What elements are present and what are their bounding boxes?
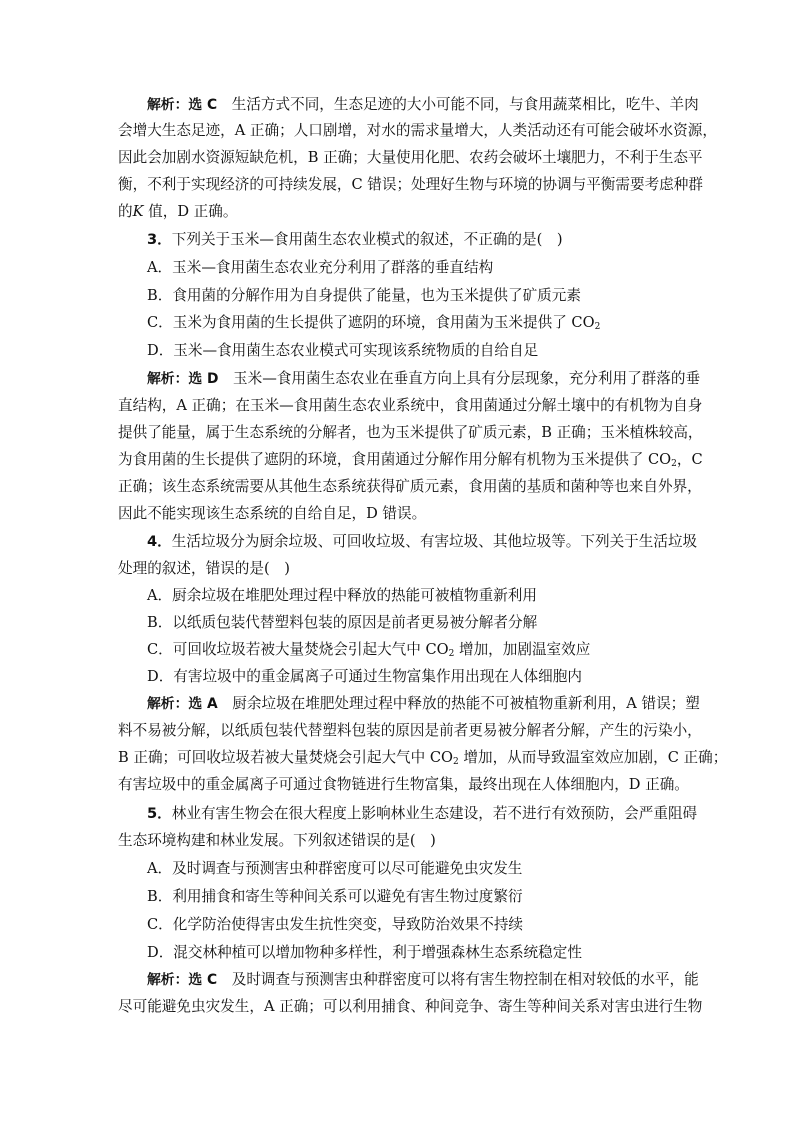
q2-analysis-line-4: 衡，不利于实现经济的可持续发展，C 错误；处理好生物与环境的协调与平衡需要考虑种群 (118, 176, 703, 193)
q3-option-c: C．玉米为食用菌的生长提供了遮阴的环境，食用菌为玉米提供了 $CO_2$ (147, 314, 601, 332)
q4-stem-line-2: 处理的叙述，错误的是( ) (118, 560, 290, 577)
q4-analysis-line-1: 解析：选 A 厨余垃圾在堆肥处理过程中释放的热能不可被植物重新利用，A 错误；塑 (147, 695, 700, 712)
q3-analysis-line-4: 为食用菌的生长提供了遮阴的环境，食用菌通过分解作用分解有机物为玉米提供了 $CO_2$，C (118, 451, 703, 469)
q5-analysis-line-2: 尽可能避免虫灾发生，A 正确；可以利用捕食、种间竞争、寄生等种间关系对害虫进行生物 (118, 998, 703, 1015)
q3-option-d: D．玉米—食用菌生态农业模式可实现该系统物质的自给自足 (147, 342, 539, 359)
q5-option-b: B．利用捕食和寄生等种间关系可以避免有害生物过度繁衍 (147, 888, 523, 905)
q2-analysis-line-1: 解析：选 C 生活方式不同，生态足迹的大小可能不同，与食用蔬菜相比，吃牛、羊肉 (147, 96, 699, 113)
analysis-label: 解析：选 C (147, 97, 218, 113)
q5-analysis-line-1: 解析：选 C 及时调查与预测害虫种群密度可以将有害生物控制在相对较低的水平，能 (147, 971, 699, 988)
q3-option-a: A．玉米—食用菌生态农业充分利用了群落的垂直结构 (147, 259, 494, 276)
q5-option-c: C．化学防治使得害虫发生抗性突变，导致防治效果不持续 (147, 916, 524, 933)
q5-stem-line-2: 生态环境构建和林业发展。下列叙述错误的是( ) (118, 832, 436, 849)
analysis-label: 解析：选 C (147, 972, 218, 988)
q4-stem-line-1: 4．生活垃圾分为厨余垃圾、可回收垃圾、有害垃圾、其他垃圾等。下列关于生活垃圾 (147, 533, 698, 550)
q5-stem-line-1: 5．林业有害生物会在很大程度上影响林业生态建设，若不进行有效预防，会严重阻碍 (147, 805, 698, 822)
q2-analysis-line-5: 的K 值，D 正确。 (118, 203, 238, 220)
q3-analysis-line-6: 因此不能实现该生态系统的自给自足，D 错误。 (118, 505, 427, 522)
q4-analysis-line-4: 有害垃圾中的重金属离子可通过食物链进行生物富集，最终出现在人体细胞内，D 正确。 (118, 776, 689, 793)
q3-analysis-line-1: 解析：选 D 玉米—食用菌生态农业在垂直方向上具有分层现象，充分利用了群落的垂 (147, 370, 701, 387)
q3-analysis-line-3: 提供了能量，属于生态系统的分解者，也为玉米提供了矿质元素，B 正确；玉米植株较高， (118, 424, 703, 441)
q4-option-a: A．厨余垃圾在堆肥处理过程中释放的热能可被植物重新利用 (147, 587, 537, 604)
q4-analysis-line-2: 料不易被分解，以纸质包装代替塑料包装的原因是前者更易被分解者分解，产生的污染小， (118, 722, 702, 739)
q4-option-d: D．有害垃圾中的重金属离子可通过生物富集作用出现在人体细胞内 (147, 668, 582, 685)
q4-analysis-line-3: B 正确；可回收垃圾若被大量焚烧会引起大气中 $CO_2$ 增加，从而导致温室效应加剧，C 正确； (118, 749, 728, 767)
q5-option-a: A．及时调查与预测害虫种群密度可以尽可能避免虫灾发生 (147, 860, 523, 877)
q2-analysis-line-2: 会增大生态足迹，A 正确；人口剧增，对水的需求量增大，人类活动还有可能会破坏水资源， (118, 122, 717, 139)
q3-analysis-line-2: 直结构，A 正确；在玉米—食用菌生态农业系统中，食用菌通过分解土壤中的有机物为自身 (118, 397, 703, 414)
q3-option-b: B．食用菌的分解作用为自身提供了能量，也为玉米提供了矿质元素 (147, 287, 581, 304)
q4-option-b: B．以纸质包装代替塑料包装的原因是前者更易被分解者分解 (147, 614, 538, 631)
q5-option-d: D．混交林种植可以增加物种多样性，利于增强森林生态系统稳定性 (147, 944, 582, 961)
q4-option-c: C．可回收垃圾若被大量焚烧会引起大气中 $CO_2$ 增加，加剧温室效应 (147, 641, 591, 659)
analysis-label: 解析：选 A (147, 696, 218, 712)
analysis-label: 解析：选 D (147, 371, 219, 387)
q3-analysis-line-5: 正确；该生态系统需要从其他生态系统获得矿质元素，食用菌的基质和菌种等也来自外界， (118, 478, 702, 495)
q3-stem: 3．下列关于玉米—食用菌生态农业模式的叙述，不正确的是( ) (147, 231, 563, 248)
q2-analysis-line-3: 因此会加剧水资源短缺危机，B 正确；大量使用化肥、农药会破坏土壤肥力，不利于生态平 (118, 149, 703, 166)
